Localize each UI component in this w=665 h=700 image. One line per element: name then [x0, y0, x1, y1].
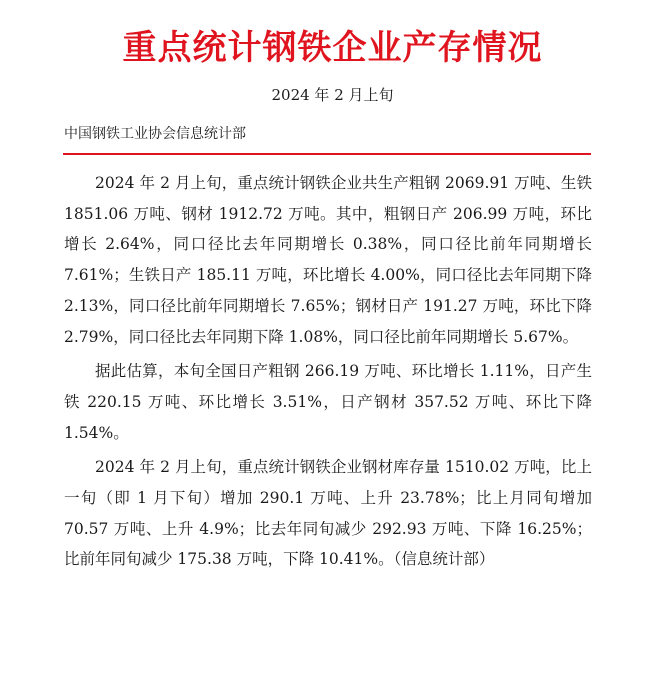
document-title: 重点统计钢铁企业产存情况	[122, 28, 543, 68]
paragraph-inventory: 2024 年 2 月上旬，重点统计钢铁企业钢材库存量 1510.02 万吨，比上一旬（即 1 月下旬）增加 290.1 万吨、上升 23.78%；比上月同旬增加 70.57 万吨、上升 4.9%；比去年同旬减少 292.93 万吨、下降 16.25%；比前年同旬减少 175.38 万吨，下降 10.41%。（信息统计部）	[64, 458, 592, 569]
header-divider	[63, 153, 591, 155]
organization-name: 中国钢铁工业协会信息统计部	[64, 126, 246, 142]
paragraph-national-estimate: 据此估算，本旬全国日产粗钢 266.19 万吨、环比增长 1.11%，日产生铁 220.15 万吨、环比增长 3.51%，日产钢材 357.52 万吨、环比下降 1.54%。	[64, 362, 592, 442]
document-body	[64, 168, 592, 579]
paragraph-production: 2024 年 2 月上旬，重点统计钢铁企业共生产粗钢 2069.91 万吨、生铁 1851.06 万吨、钢材 1912.72 万吨。其中，粗钢日产 206.99 万吨，环比增长 2.64%，同口径比去年同期增长 0.38%，同口径比前年同期增长 7.61%；生铁日产 185.11 万吨，环比增长 4.00%，同口径比去年同期下降 2.13%，同口径比前年同期增长 7.65%；钢材日产 191.27 万吨，环比下降 2.79%，同口径比去年同期下降 1.08%，同口径比前年同期增长 5.67%。	[64, 174, 592, 346]
document-date: 2024 年 2 月上旬	[271, 86, 394, 104]
